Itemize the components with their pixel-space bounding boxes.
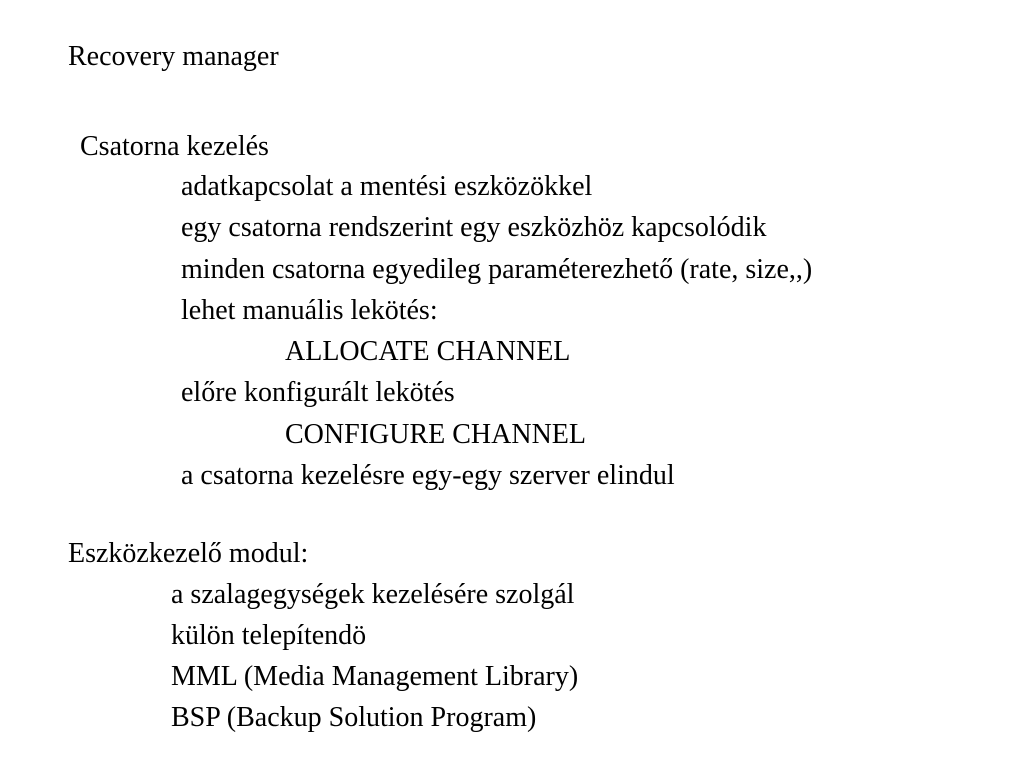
channel-section-heading: Csatorna kezelés	[80, 131, 269, 162]
slide-title: Recovery manager	[68, 41, 279, 72]
channel-item: egy csatorna rendszerint egy eszközhöz kapcsolódik	[181, 212, 767, 243]
device-item: külön telepítendö	[171, 620, 367, 651]
channel-item: a csatorna kezelésre egy-egy szerver elindul	[181, 460, 675, 491]
channel-command: CONFIGURE CHANNEL	[285, 419, 586, 450]
channel-item: lehet manuális lekötés:	[181, 295, 438, 326]
channel-item: előre konfigurált lekötés	[181, 377, 455, 408]
channel-item: adatkapcsolat a mentési eszközökkel	[181, 171, 593, 202]
device-item: a szalagegységek kezelésére szolgál	[171, 579, 575, 610]
channel-item: minden csatorna egyedileg paraméterezhető (rate, size,,)	[181, 254, 813, 285]
device-section-heading: Eszközkezelő modul:	[68, 538, 309, 569]
device-item: BSP (Backup Solution Program)	[171, 702, 537, 733]
device-item: MML (Media Management Library)	[171, 661, 579, 692]
channel-command: ALLOCATE CHANNEL	[285, 336, 571, 367]
